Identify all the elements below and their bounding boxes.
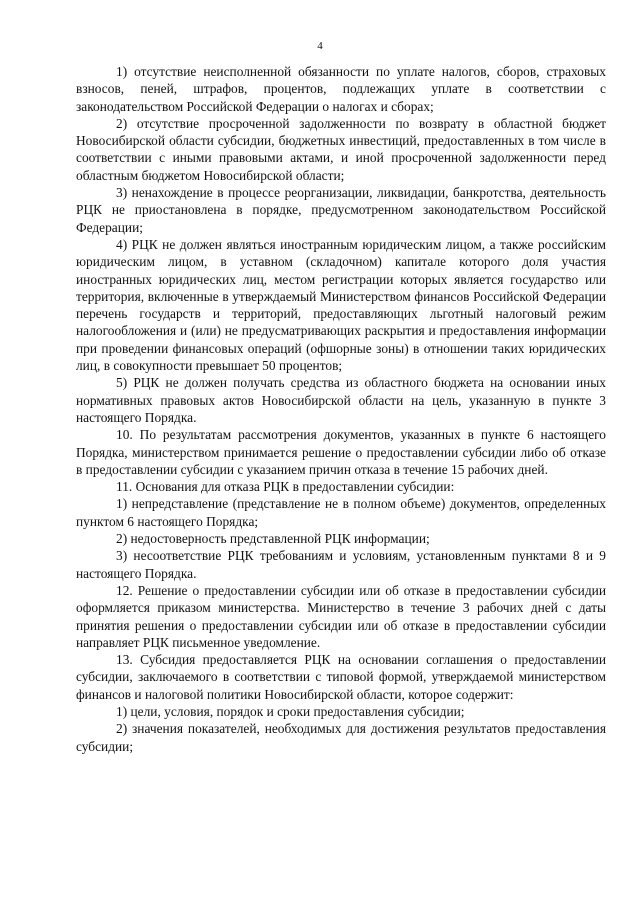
paragraph: 3) несоответствие РЦК требованиям и условиям, установленным пунктами 8 и 9 настоящего Порядка. <box>76 548 606 581</box>
paragraph: 11. Основания для отказа РЦК в предоставлении субсидии: <box>116 479 455 495</box>
paragraph: 12. Решение о предоставлении субсидии или об отказе в предоставлении субсидии оформляется приказом министерства. Министерство в течение 3 рабочих дней с даты принятия решения о предоставлении субсидии или об отказе в предоставлении субсидии направляет РЦК письменное уведомление. <box>76 582 606 650</box>
paragraph: 2) значения показателей, необходимых для достижения результатов предоставления субсидии; <box>76 721 606 754</box>
paragraph: 1) отсутствие неисполненной обязанности по уплате налогов, сборов, страховых взносов, пеней, штрафов, процентов, подлежащих уплате в соответствии с законодательством Российской Федерации о налогах и сборах; <box>76 64 606 114</box>
paragraph: 2) недостоверность представленной РЦК информации; <box>116 531 430 547</box>
paragraph: 10. По результатам рассмотрения документов, указанных в пункте 6 настоящего Порядка, министерством принимается решение о предоставлении субсидии либо об отказе в предоставлении субсидии с указанием причин отказа в течение 15 рабочих дней. <box>76 427 606 477</box>
paragraph: 1) цели, условия, порядок и сроки предоставления субсидии; <box>116 703 465 719</box>
page-number: 4 <box>317 40 323 52</box>
document-body <box>76 63 606 755</box>
paragraph: 2) отсутствие просроченной задолженности по возврату в областной бюджет Новосибирской области субсидии, бюджетных инвестиций, предоставленных в том числе в соответствии с иными правовыми актами, и иной просроченной задолженности перед областным бюджетом Новосибирской области; <box>76 115 606 183</box>
paragraph: 5) РЦК не должен получать средства из областного бюджета на основании иных нормативных правовых актов Новосибирской области на цель, указанную в пункте 3 настоящего Порядка. <box>76 375 606 425</box>
paragraph: 4) РЦК не должен являться иностранным юридическим лицом, а также российским юридическим лицом, в уставном (складочном) капитале которого доля участия иностранных юридических лиц, местом регистрации которых является государство или территория, включенные в утверждаемый Министерством финансов Российской Федерации перечень государств и территорий, предоставляющих льготный налоговый режим налогообложения и (или) не предусматривающих раскрытия и предоставления информации при проведении финансовых операций (офшорные зоны) в отношении таких юридических лиц, в совокупности превышает 50 процентов; <box>76 236 606 374</box>
paragraph: 1) непредставление (представление не в полном объеме) документов, определенных пунктом 6 настоящего Порядка; <box>76 496 606 529</box>
paragraph: 3) ненахождение в процессе реорганизации, ликвидации, банкротства, деятельность РЦК не приостановлена в порядке, предусмотренном законодательством Российской Федерации; <box>76 185 606 235</box>
paragraph: 13. Субсидия предоставляется РЦК на основании соглашения о предоставлении субсидии, заключаемого в соответствии с типовой формой, утверждаемой министерством финансов и налоговой политики Новосибирской области, которое содержит: <box>76 652 606 702</box>
